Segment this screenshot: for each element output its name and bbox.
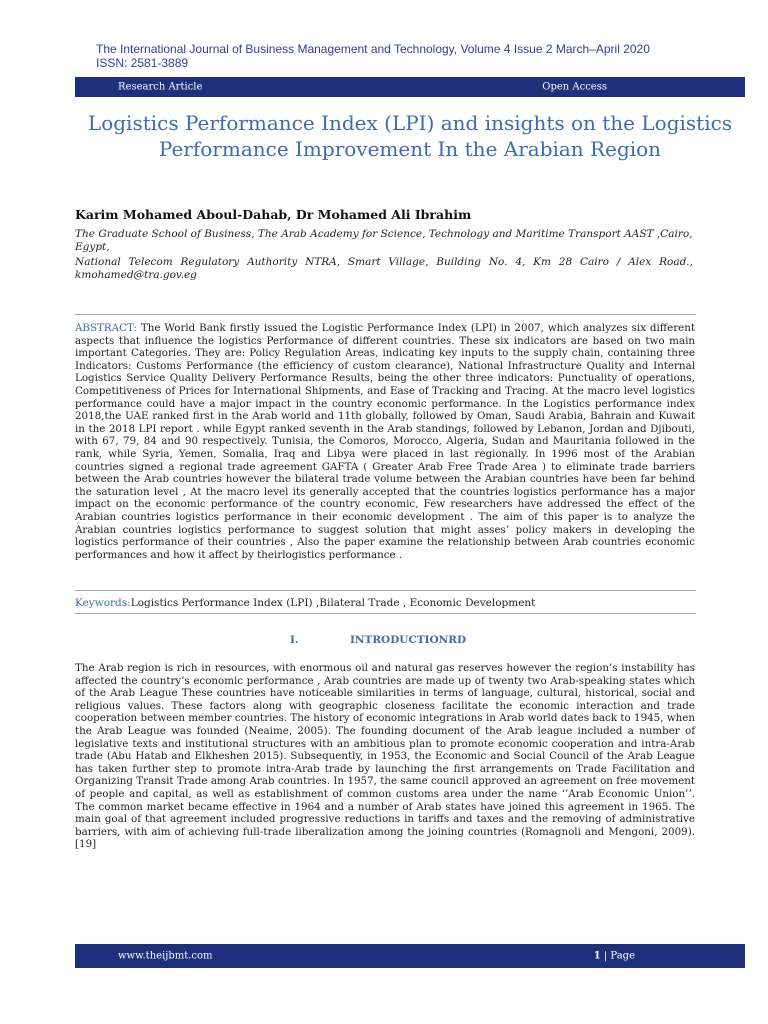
page-label: | Page: [600, 950, 635, 962]
abstract-label: ABSTRACT:: [75, 322, 137, 334]
open-access-label: Open Access: [542, 81, 607, 93]
keywords-text: Logistics Performance Index (LPI) ,Bilateral Trade , Economic Development: [130, 597, 536, 609]
journal-issn: ISSN: 2581-3889: [96, 56, 189, 70]
journal-website-link[interactable]: www.theijbmt.com: [118, 950, 213, 962]
journal-citation: The International Journal of Business Management and Technology, Volume 4 Issue 2 March–April 2020: [96, 42, 650, 56]
divider: [75, 613, 696, 614]
section-number: I.: [290, 634, 299, 646]
page-num-value: 1: [593, 950, 601, 962]
research-article-label: Research Article: [118, 81, 203, 93]
footer-band: [75, 944, 745, 968]
section-title: INTRODUCTIONRD: [350, 634, 467, 646]
abstract: [75, 322, 695, 561]
author-list: Karim Mohamed Aboul-Dahab, Dr Mohamed Ali Ibrahim: [75, 207, 472, 222]
affiliation-2: National Telecom Regulatory Authority NTRA, Smart Village, Building No. 4, Km 28 Cairo / Alex Road., kmohamed@tra.gov.eg: [75, 256, 693, 281]
paper-title: Logistics Performance Index (LPI) and insights on the Logistics Performance Improvement In the Arabian Region: [87, 111, 733, 161]
article-type-band: [75, 77, 745, 97]
keywords-label: Keywords:: [75, 597, 131, 609]
introduction-paragraph: The Arab region is rich in resources, with enormous oil and natural gas reserves however the region’s instability has affected the country’s economic performance , Arab countries are made up of twenty two Arab-speaking states which of the Arab League These countries have noticeable similarities in terms of language, cultural, historical, social and religious values. These factors along with geographic closeness facilitate the economic interaction and trade cooperation between member countries. The history of economic integrations in Arab world dates back to 1945, when the Arab League was founded (Neaime, 2005). The founding document of the Arab league included a number of legislative texts and institutional structures with an ambitious plan to promote economic cooperation and intra-Arab trade (Abu Hatab and Elkheshen 2015). Subsequently, in 1953, the Economic and Social Council of the Arab League has taken further step to promote intra-Arab trade by launching the first arrangements on Trade Facilitation and Organizing Transit Trade among Arab countries. In 1957, the same council approved an agreement on free movement of people and capital, as well as establishment of common customs area under the name ‘’Arab Economic Union’’. The common market became effective in 1964 and a number of Arab states have joined this agreement in 1965. The main goal of that agreement included progressive reductions in tariffs and taxes and the removing of administrative barriers, with aim of achieving full-trade liberalization among the joining countries (Romagnoli and Mengoni, 2009). [19]: [75, 662, 695, 851]
keywords: [75, 597, 535, 609]
page-number: [594, 951, 635, 962]
abstract-text: The World Bank firstly issued the Logistic Performance Index (LPI) in 2007, which analyzes six different aspects that influence the logistics Performance of different countries. These six indicators are based on two main important Categories. They are: Policy Regulation Areas, indicating key inputs to the supply chain, containing three Indicators: Customs Performance (the efficiency of custom clearance), National Infrastructure Quality and Internal Logistics Service Quality Delivery Performance Results, being the other three indicators: Punctuality of operations, Competitiveness of Prices for International Shipments, and Ease of Tracking and Tracing. At the macro level logistics performance could have a major impact in the country economic performance. In the Logistics performance index 2018,the UAE ranked first in the Arab world and 11th globally, followed by Oman, Saudi Arabia, Bahrain and Kuwait in the 2018 LPI report . while Egypt ranked seventh in the Arab standings, followed by Lebanon, Jordan and Djibouti, with 67, 79, 84 and 90 respectively. Tunisia, the Comoros, Morocco, Algeria, Sudan and Mauritania followed in the rank, while Syria, Yemen, Somalia, Iraq and Libya were placed in last regionally. In 1996 most of the Arabian countries signed a regional trade agreement GAFTA ( Greater Arab Free Trade Area ) to eliminate trade barriers between the Arab countries however the bilateral trade volume between the Arabian countries have been far behind the saturation level , At the macro level its generally accepted that the countries logistics performance has a major impact on the economic performance of the country economic, Few researchers have addressed the effect of the Arabian countries logistics performance in their economic development . The aim of this paper is to analyze the Arabian countries logistics performance to suggest solution that might asses’ policy makers in developing the logistics performance of their countries , Also the paper examine the relationship between Arab countries economic performances and how it affect by theirlogistics performance .: [75, 322, 695, 561]
affiliation-1: The Graduate School of Business, The Arab Academy for Science, Technology and Maritime Transport AAST ,Cairo, Egypt,: [75, 228, 693, 253]
divider: [75, 314, 696, 315]
journal-header: [96, 42, 650, 70]
divider: [75, 590, 696, 591]
